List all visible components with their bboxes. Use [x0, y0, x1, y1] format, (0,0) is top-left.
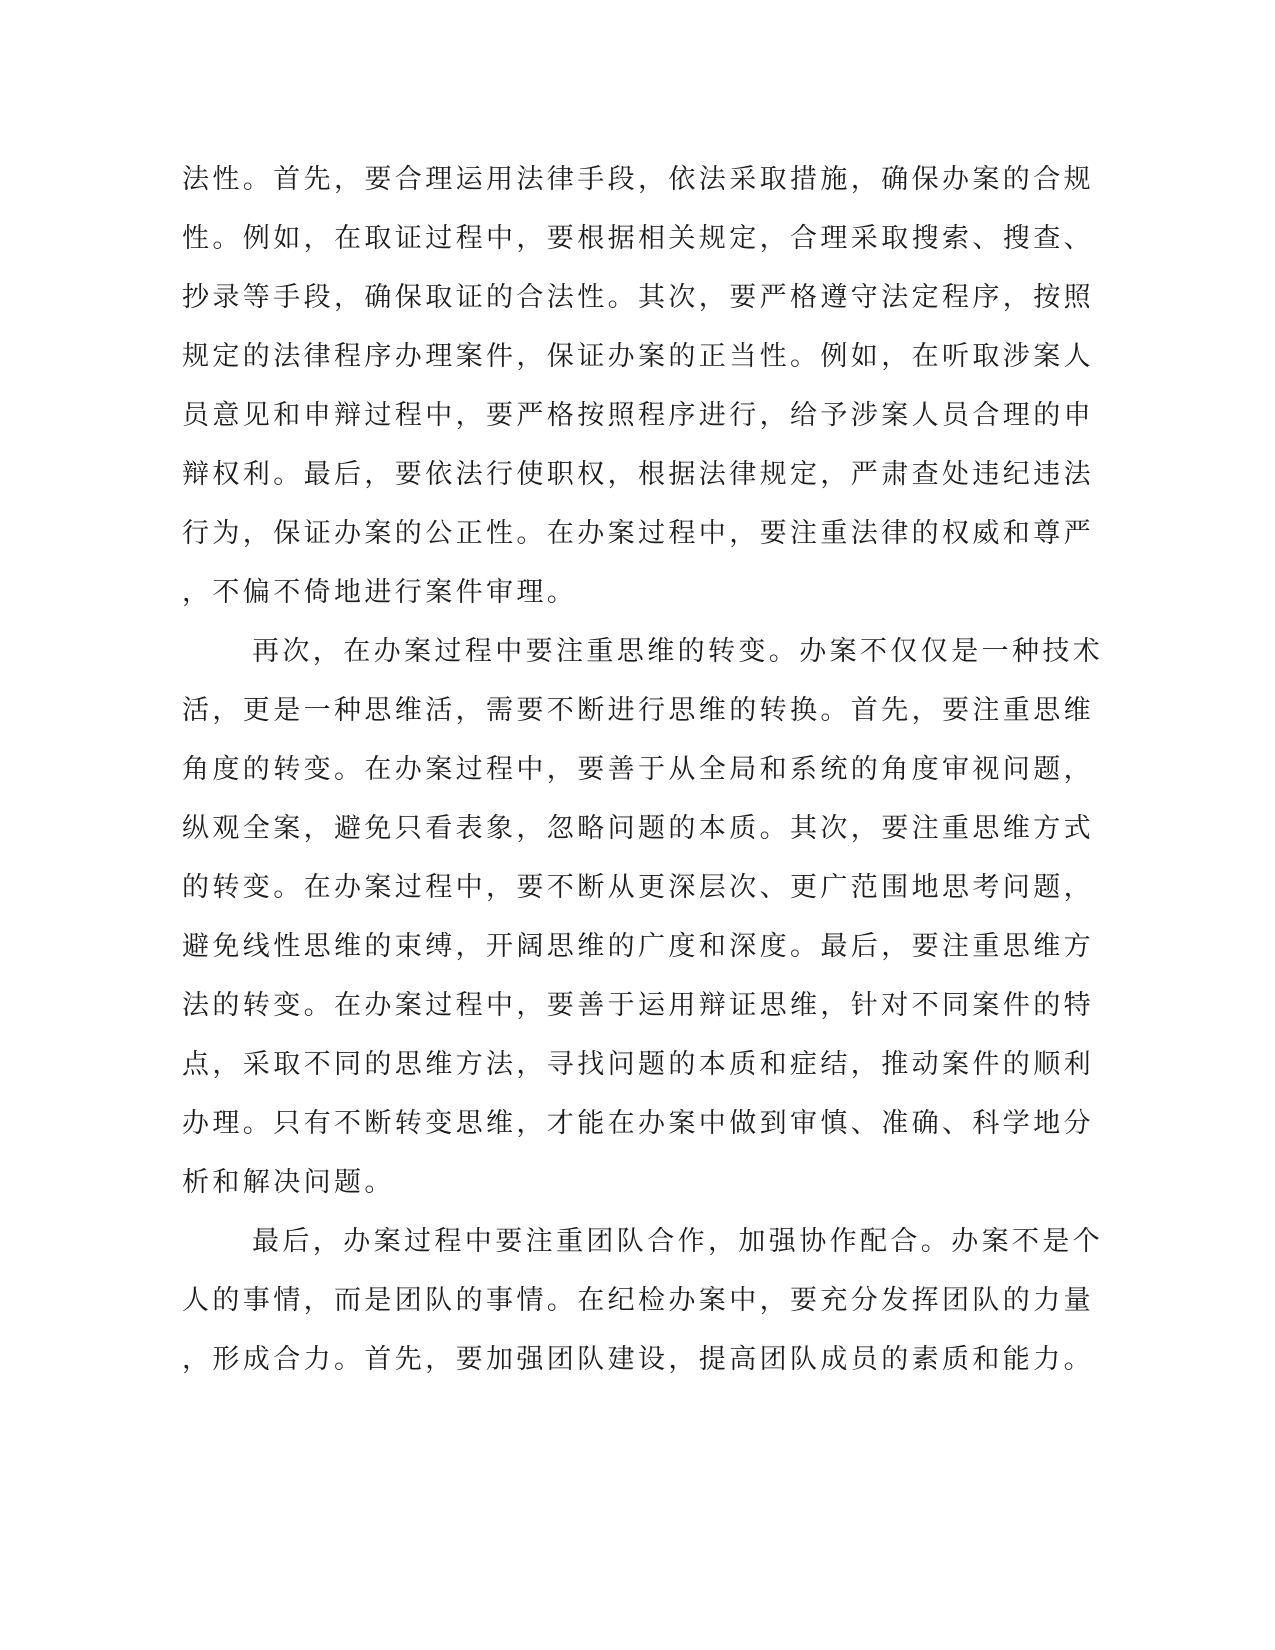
text-line: 活，更是一种思维活，需要不断进行思维的转换。首先，要注重思维: [182, 695, 1094, 726]
text-line: 性。例如，在取证过程中，要根据相关规定，合理采取搜索、搜查、: [182, 223, 1094, 254]
text-line: ，不偏不倚地进行案件审理。: [182, 577, 578, 608]
text-line: 析和解决问题。: [182, 1167, 395, 1198]
text-line: 行为，保证办案的公正性。在办案过程中，要注重法律的权威和尊严: [182, 518, 1094, 549]
text-line: 角度的转变。在办案过程中，要善于从全局和系统的角度审视问题，: [182, 754, 1094, 785]
text-line: 办理。只有不断转变思维，才能在办案中做到审慎、准确、科学地分: [182, 1108, 1094, 1139]
paragraph-first-line: 再次，在办案过程中要注重思维的转变。办案不仅仅是一种技术: [252, 636, 1104, 667]
text-line: 规定的法律程序办理案件，保证办案的正当性。例如，在听取涉案人: [182, 341, 1094, 372]
text-line: 点，采取不同的思维方法，寻找问题的本质和症结，推动案件的顺利: [182, 1049, 1094, 1080]
text-line: ，形成合力。首先，要加强团队建设，提高团队成员的素质和能力。: [182, 1344, 1094, 1375]
text-line: 法性。首先，要合理运用法律手段，依法采取措施，确保办案的合规: [182, 164, 1094, 195]
text-line: 法的转变。在办案过程中，要善于运用辩证思维，针对不同案件的特: [182, 990, 1094, 1021]
text-line: 人的事情，而是团队的事情。在纪检办案中，要充分发挥团队的力量: [182, 1285, 1094, 1316]
text-line: 员意见和申辩过程中，要严格按照程序进行，给予涉案人员合理的申: [182, 400, 1094, 431]
text-line: 避免线性思维的束缚，开阔思维的广度和深度。最后，要注重思维方: [182, 931, 1094, 962]
text-line: 纵观全案，避免只看表象，忽略问题的本质。其次，要注重思维方式: [182, 813, 1094, 844]
text-line: 抄录等手段，确保取证的合法性。其次，要严格遵守法定程序，按照: [182, 282, 1094, 313]
text-line: 辩权利。最后，要依法行使职权，根据法律规定，严肃查处违纪违法: [182, 459, 1094, 490]
text-line: 的转变。在办案过程中，要不断从更深层次、更广范围地思考问题，: [182, 872, 1094, 903]
paragraph-first-line: 最后，办案过程中要注重团队合作，加强协作配合。办案不是个: [252, 1226, 1104, 1257]
